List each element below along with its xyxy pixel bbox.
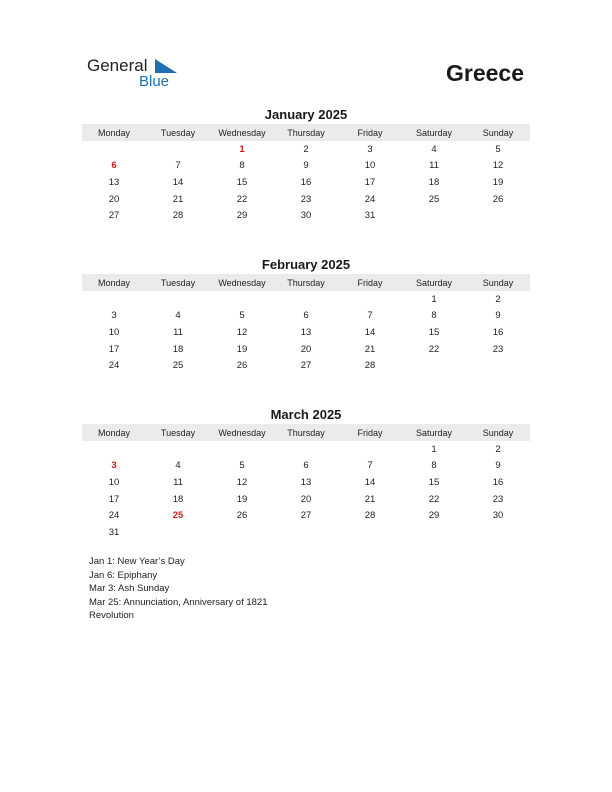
- day-cell: 25: [172, 510, 184, 522]
- day-cell: 19: [492, 176, 504, 188]
- week-row: [82, 308, 530, 325]
- week-row: [82, 491, 530, 508]
- day-cell: 6: [303, 460, 309, 472]
- day-cell: 15: [428, 326, 440, 338]
- weekday-label: Wednesday: [218, 277, 266, 288]
- day-cell: 14: [364, 326, 376, 338]
- day-cell: 7: [175, 160, 181, 172]
- day-cell: 14: [364, 476, 376, 488]
- day-cell: 5: [239, 310, 245, 322]
- day-cell: 30: [492, 510, 504, 522]
- day-cell: 16: [492, 326, 504, 338]
- weekday-label: Tuesday: [160, 127, 196, 138]
- month-january: [82, 106, 530, 224]
- day-cell: 21: [364, 343, 376, 355]
- day-cell: 7: [367, 310, 373, 322]
- day-cell: 1: [239, 143, 245, 155]
- day-cell: 20: [300, 493, 312, 505]
- day-cell: 13: [108, 176, 120, 188]
- day-cell: 19: [236, 493, 248, 505]
- day-cell: 14: [172, 176, 184, 188]
- day-cell: 2: [495, 443, 501, 455]
- day-cell: 16: [300, 176, 312, 188]
- day-cell: 24: [108, 510, 120, 522]
- week-row: [82, 458, 530, 475]
- day-cell: 9: [495, 460, 501, 472]
- day-cell: 5: [495, 143, 501, 155]
- weekday-label: Friday: [357, 427, 383, 438]
- holiday-note: Mar 3: Ash Sunday: [89, 583, 170, 595]
- day-cell: 22: [428, 343, 440, 355]
- weekday-label: Tuesday: [160, 427, 196, 438]
- weekday-label: Wednesday: [218, 427, 266, 438]
- logo-text-general: General: [87, 56, 148, 75]
- day-cell: 2: [303, 143, 309, 155]
- holiday-note: Jan 6: Epiphany: [89, 569, 158, 581]
- day-cell: 28: [364, 360, 376, 372]
- day-cell: 9: [303, 160, 309, 172]
- logo-text-blue: Blue: [139, 73, 170, 90]
- day-cell: 20: [300, 343, 312, 355]
- day-cell: 12: [236, 326, 248, 338]
- day-cell: 17: [364, 176, 376, 188]
- day-cell: 2: [495, 293, 501, 305]
- week-row: [82, 507, 530, 524]
- weekday-label: Saturday: [415, 277, 453, 288]
- day-cell: 3: [111, 460, 117, 472]
- month-title: March 2025: [270, 407, 342, 422]
- day-cell: 23: [300, 193, 312, 205]
- day-cell: 8: [431, 460, 437, 472]
- day-cell: 21: [172, 193, 184, 205]
- day-cell: 15: [236, 176, 248, 188]
- day-cell: 23: [492, 343, 504, 355]
- week-row: [82, 207, 530, 224]
- day-cell: 15: [428, 476, 440, 488]
- week-row: [82, 158, 530, 175]
- weekday-label: Monday: [97, 427, 131, 438]
- day-cell: 24: [364, 193, 376, 205]
- day-cell: 31: [364, 210, 376, 222]
- month-title: February 2025: [261, 257, 351, 272]
- day-cell: 24: [108, 360, 120, 372]
- day-cell: 12: [236, 476, 248, 488]
- week-row: [82, 324, 530, 341]
- day-cell: 18: [428, 176, 440, 188]
- day-cell: 31: [108, 526, 120, 538]
- day-cell: 19: [236, 343, 248, 355]
- day-cell: 16: [492, 476, 504, 488]
- weekday-label: Wednesday: [218, 127, 266, 138]
- day-cell: 22: [236, 193, 248, 205]
- holiday-notes: [89, 555, 309, 623]
- weekday-label: Sunday: [482, 127, 514, 138]
- weekday-label: Thursday: [287, 127, 325, 138]
- weekday-label: Friday: [357, 277, 383, 288]
- day-cell: 13: [300, 326, 312, 338]
- day-cell: 11: [429, 160, 439, 172]
- day-cell: 23: [492, 493, 504, 505]
- week-row: [82, 341, 530, 358]
- month-march: [82, 406, 530, 541]
- day-cell: 25: [172, 360, 184, 372]
- day-cell: 17: [108, 493, 120, 505]
- day-cell: 28: [172, 210, 184, 222]
- week-row: [82, 191, 530, 208]
- weekday-header: [82, 424, 530, 441]
- weekday-label: Monday: [97, 277, 131, 288]
- week-row: [82, 524, 530, 541]
- day-cell: 17: [108, 343, 120, 355]
- month-february: [82, 256, 530, 374]
- day-cell: 3: [367, 143, 373, 155]
- day-cell: 8: [431, 310, 437, 322]
- day-cell: 10: [108, 326, 120, 338]
- day-cell: 20: [108, 193, 120, 205]
- day-cell: 30: [300, 210, 312, 222]
- logo-triangle-icon: [155, 59, 177, 73]
- weekday-label: Saturday: [415, 427, 453, 438]
- week-row: [82, 141, 530, 158]
- day-cell: 11: [173, 476, 183, 488]
- country-title: Greece: [445, 60, 524, 86]
- day-cell: 27: [300, 510, 312, 522]
- day-cell: 3: [111, 310, 117, 322]
- weekday-label: Thursday: [287, 427, 325, 438]
- day-cell: 12: [492, 160, 504, 172]
- month-title: January 2025: [264, 107, 348, 122]
- day-cell: 26: [236, 510, 248, 522]
- day-cell: 18: [172, 343, 184, 355]
- day-cell: 26: [492, 193, 504, 205]
- day-cell: 27: [300, 360, 312, 372]
- day-cell: 13: [300, 476, 312, 488]
- day-cell: 18: [172, 493, 184, 505]
- weekday-header: [82, 274, 530, 291]
- holiday-note: Jan 1: New Year’s Day: [89, 556, 185, 567]
- day-cell: 11: [173, 326, 183, 338]
- day-cell: 29: [236, 210, 248, 222]
- day-cell: 4: [431, 143, 437, 155]
- day-cell: 6: [111, 160, 117, 172]
- weekday-label: Thursday: [287, 277, 325, 288]
- week-row: [82, 291, 530, 308]
- day-cell: 4: [175, 310, 181, 322]
- day-cell: 5: [239, 460, 245, 472]
- weekday-label: Saturday: [415, 127, 453, 138]
- day-cell: 8: [239, 160, 245, 172]
- day-cell: 10: [364, 160, 376, 172]
- weekday-header: [82, 124, 530, 141]
- weekday-label: Sunday: [482, 427, 514, 438]
- week-row: [82, 174, 530, 191]
- day-cell: 6: [303, 310, 309, 322]
- day-cell: 1: [431, 293, 437, 305]
- weekday-label: Friday: [357, 127, 383, 138]
- day-cell: 27: [108, 210, 120, 222]
- day-cell: 21: [364, 493, 376, 505]
- day-cell: 9: [495, 310, 501, 322]
- weekday-label: Sunday: [482, 277, 514, 288]
- week-row: [82, 357, 530, 374]
- weekday-label: Monday: [97, 127, 131, 138]
- day-cell: 1: [431, 443, 437, 455]
- week-row: [82, 441, 530, 458]
- day-cell: 26: [236, 360, 248, 372]
- day-cell: 4: [175, 460, 181, 472]
- day-cell: 7: [367, 460, 373, 472]
- generalblue-logo: [87, 56, 187, 92]
- holiday-note: Mar 25: Annunciation, Anniversary of 1821 Revolution: [89, 596, 268, 622]
- day-cell: 29: [428, 510, 440, 522]
- day-cell: 28: [364, 510, 376, 522]
- week-row: [82, 474, 530, 491]
- weekday-label: Tuesday: [160, 277, 196, 288]
- day-cell: 10: [108, 476, 120, 488]
- day-cell: 22: [428, 493, 440, 505]
- day-cell: 25: [428, 193, 440, 205]
